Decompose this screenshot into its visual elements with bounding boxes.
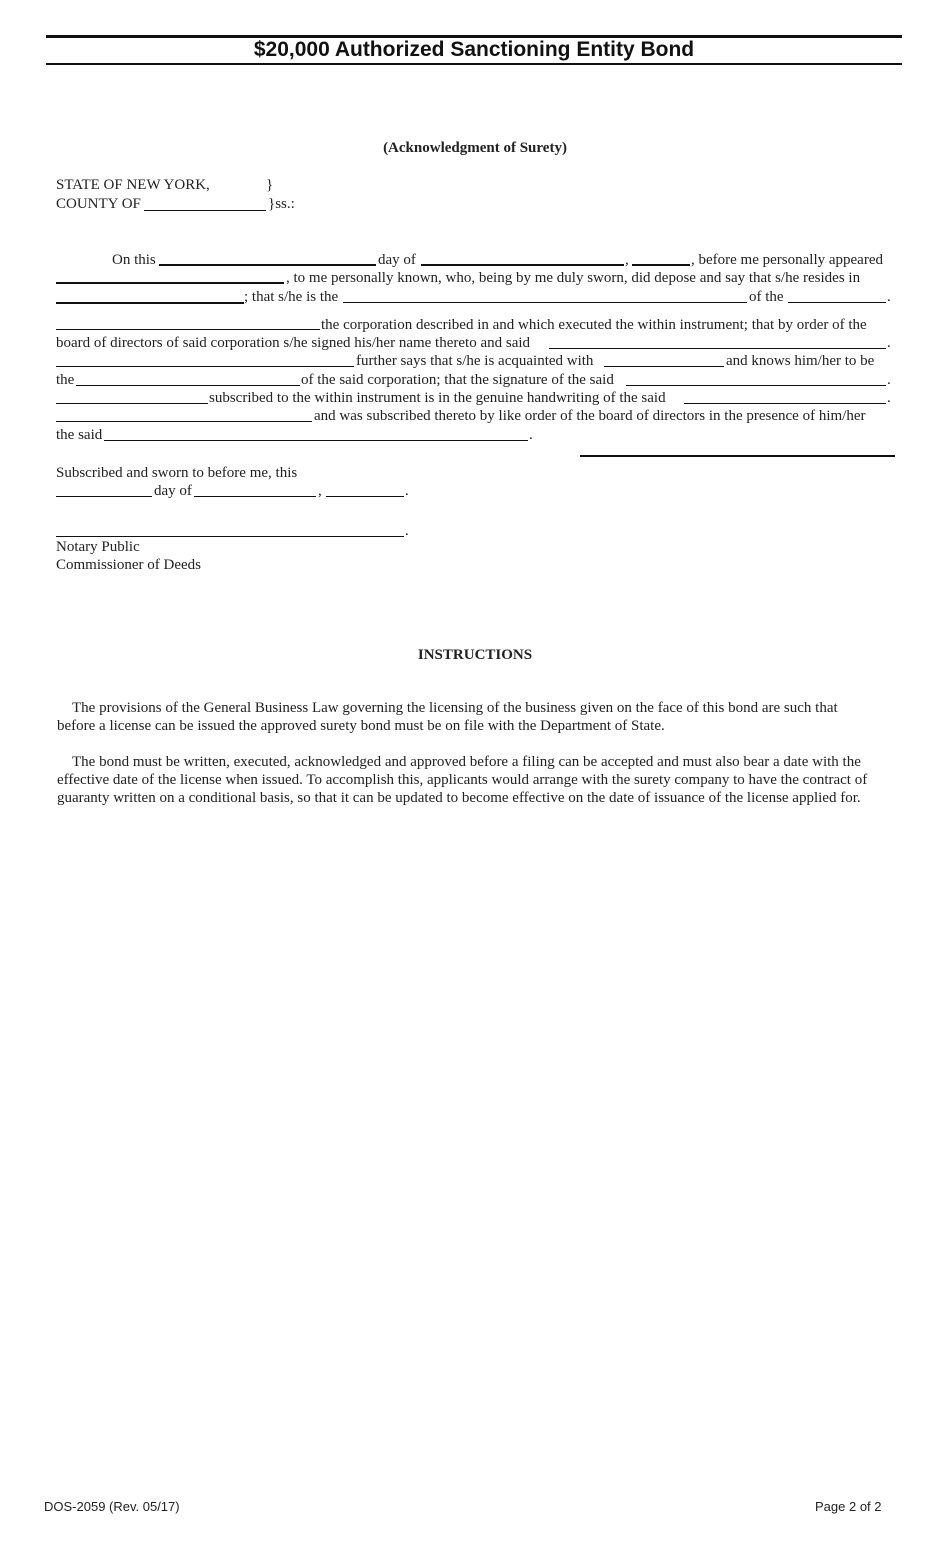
said-blank-6[interactable] (56, 421, 312, 422)
board-text: board of directors of said corporation s/he signed his/her name thereto and said (56, 335, 531, 351)
instructions-heading: INSTRUCTIONS (417, 647, 533, 663)
the-said-text: the said (56, 427, 103, 443)
comma-text: , (625, 252, 629, 268)
month-blank[interactable] (421, 264, 624, 266)
of-said-corp-text: of the said corporation; that the signature of the said (301, 372, 614, 388)
residence-blank[interactable] (56, 302, 244, 304)
period-3: . (887, 372, 891, 388)
notary-signature-line[interactable] (56, 536, 404, 537)
form-number: DOS-2059 (Rev. 05/17) (44, 1499, 180, 1514)
said-blank-1[interactable] (549, 348, 886, 349)
day-blank[interactable] (159, 264, 376, 266)
on-this-text: On this (112, 252, 156, 268)
jurat-day-blank[interactable] (56, 496, 152, 497)
page-number: Page 2 of 2 (815, 1499, 882, 1514)
notary-public-label: Notary Public (56, 539, 140, 555)
title-blank[interactable] (343, 302, 747, 303)
before-me-text: , before me personally appeared (691, 252, 883, 268)
known-text: , to me personally known, who, being by me duly sworn, did depose and say that s/he resides in (286, 270, 861, 286)
of-the-text: of the (749, 289, 784, 305)
county-blank[interactable] (144, 210, 266, 211)
subscribed-text: subscribed to the within instrument is in the genuine handwriting of the said (209, 390, 666, 406)
jurat-month-blank[interactable] (194, 496, 316, 497)
venue-state: STATE OF NEW YORK, (56, 177, 210, 193)
surety-signature-line[interactable] (580, 455, 895, 457)
period-4: . (887, 390, 891, 406)
page-title: $20,000 Authorized Sanctioning Entity Bond (253, 38, 695, 61)
period-5: . (529, 427, 533, 443)
acquainted-blank[interactable] (604, 366, 724, 367)
that-she-is-text: ; that s/he is the (244, 289, 339, 305)
said-blank-2[interactable] (56, 366, 354, 367)
corp-desc-text: the corporation described in and which executed the within instrument; that by order of the (321, 317, 867, 333)
said-blank-3[interactable] (626, 385, 886, 386)
further-text: further says that s/he is acquainted with (356, 353, 594, 369)
knows-text: and knows him/her to be (726, 353, 875, 369)
company-blank-1[interactable] (788, 302, 886, 303)
period-1: . (887, 289, 891, 305)
said-blank-5[interactable] (684, 403, 886, 404)
jurat-period: . (405, 483, 409, 499)
day-of-text: day of (378, 252, 416, 268)
commissioner-label: Commissioner of Deeds (56, 557, 201, 573)
venue-brace: } (266, 177, 274, 193)
instructions-paragraph-1: The provisions of the General Business Law governing the licensing of the business given on the face of this bond are such that before a license can be issued the approved surety bond must be on file with the Department of State. (57, 700, 838, 734)
corporation-blank[interactable] (56, 329, 320, 330)
period-2: . (887, 335, 891, 351)
sworn-text: Subscribed and sworn to before me, this (56, 465, 298, 481)
instructions-paragraph-2: The bond must be written, executed, acknowledged and approved before a filing can be accepted and must also bear a date with the effective date of the license when issued. To accomplish this, applicants would arrange with the surety company to have the contract of guaranty written on a conditional basis, so that it can be updated to become effective on the date of issuance of the license applied for. (57, 754, 868, 806)
was-subscribed-text: and was subscribed thereto by like order of the board of directors in the presence of him/her (314, 408, 866, 424)
title-bottom-rule (46, 63, 902, 65)
notary-period: . (405, 523, 409, 539)
jurat-year-blank[interactable] (326, 496, 404, 497)
officer-title-blank[interactable] (76, 385, 300, 386)
venue-ss: }ss.: (268, 196, 295, 212)
jurat-comma: , (318, 483, 322, 499)
ack-heading: (Acknowledgment of Surety) (383, 140, 567, 156)
appeared-name-blank[interactable] (56, 282, 284, 284)
year-blank[interactable] (632, 264, 690, 266)
the-text: the (56, 372, 75, 388)
said-blank-7[interactable] (104, 440, 528, 441)
venue-county: COUNTY OF (56, 196, 141, 212)
jurat-day-of-text: day of (154, 483, 192, 499)
said-blank-4[interactable] (56, 403, 208, 404)
